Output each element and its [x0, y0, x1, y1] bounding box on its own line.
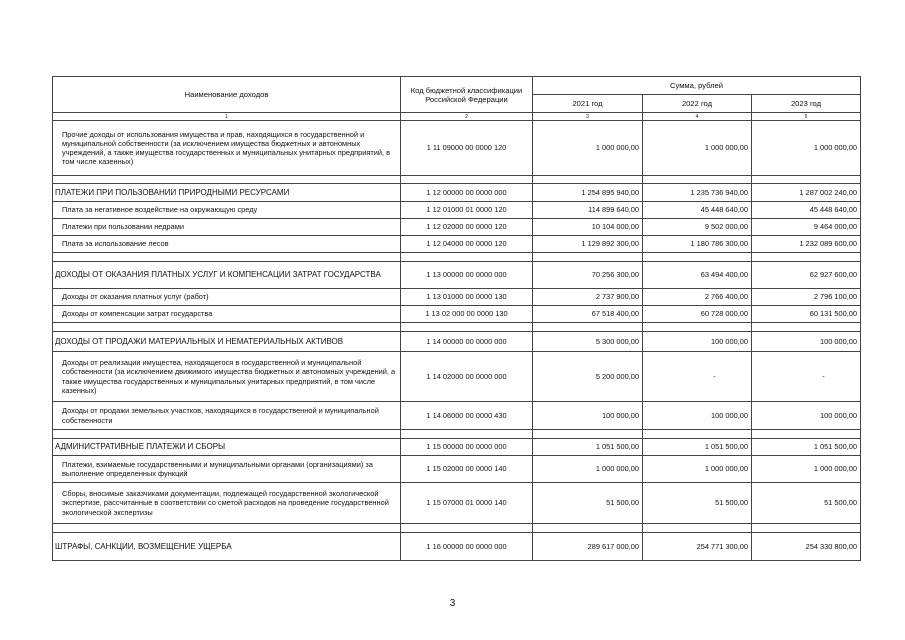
header-income-name: Наименование доходов	[53, 77, 401, 113]
amount-2021-cell: 67 518 400,00	[533, 306, 643, 323]
spacer-cell	[643, 323, 752, 332]
spacer-cell	[401, 323, 533, 332]
spacer-cell	[53, 524, 401, 533]
amount-2021-cell: 51 500,00	[533, 483, 643, 524]
income-name-cell: ПЛАТЕЖИ ПРИ ПОЛЬЗОВАНИИ ПРИРОДНЫМИ РЕСУРСАМИ	[53, 184, 401, 202]
amount-2021-cell: 10 104 000,00	[533, 219, 643, 236]
amount-2021-cell: 100 000,00	[533, 402, 643, 430]
spacer-cell	[401, 524, 533, 533]
budget-code-cell: 1 14 00000 00 0000 000	[401, 332, 533, 352]
header-budget-code: Код бюджетной классификации Российской Федерации	[401, 77, 533, 113]
amount-2022-cell: 100 000,00	[643, 402, 752, 430]
spacer-cell	[643, 430, 752, 439]
budget-code-cell: 1 13 00000 00 0000 000	[401, 262, 533, 289]
amount-2021-cell: 70 256 300,00	[533, 262, 643, 289]
budget-code-cell: 1 15 07000 01 0000 140	[401, 483, 533, 524]
amount-2022-cell: 1 051 500,00	[643, 439, 752, 456]
spacer-cell	[53, 430, 401, 439]
table-spacer-row	[53, 524, 861, 533]
table-row	[53, 456, 861, 483]
table-row	[53, 184, 861, 202]
budget-code-cell: 1 14 06000 00 0000 430	[401, 402, 533, 430]
amount-2023-cell: 1 287 002 240,00	[752, 184, 861, 202]
amount-2021-cell: 5 200 000,00	[533, 352, 643, 402]
amount-2021-cell: 289 617 000,00	[533, 533, 643, 561]
budget-code-cell: 1 12 00000 00 0000 000	[401, 184, 533, 202]
table-row	[53, 402, 861, 430]
column-number: 3	[533, 113, 643, 121]
spacer-cell	[752, 176, 861, 184]
spacer-cell	[401, 176, 533, 184]
page-number: 3	[449, 598, 456, 609]
amount-2021-cell: 1 000 000,00	[533, 456, 643, 483]
table-row	[53, 439, 861, 456]
amount-2021-cell: 114 899 640,00	[533, 202, 643, 219]
table-row	[53, 306, 861, 323]
header-year-2022: 2022 год	[643, 95, 752, 113]
budget-code-cell: 1 12 04000 00 0000 120	[401, 236, 533, 253]
spacer-cell	[401, 430, 533, 439]
spacer-cell	[752, 253, 861, 262]
amount-2023-cell: 1 232 089 600,00	[752, 236, 861, 253]
amount-2021-cell: 1 254 895 940,00	[533, 184, 643, 202]
amount-2023-cell: 1 051 500,00	[752, 439, 861, 456]
amount-2023-cell: 100 000,00	[752, 402, 861, 430]
income-name-cell: Сборы, вносимые заказчиками документации, подлежащей государственной экологической экспертизе, рассчитанные в соответствии со сметой расходов на проведение государственной экологической экспертизы	[53, 483, 401, 524]
table-spacer-row	[53, 323, 861, 332]
amount-2022-cell: 100 000,00	[643, 332, 752, 352]
budget-code-cell: 1 15 02000 00 0000 140	[401, 456, 533, 483]
spacer-cell	[53, 253, 401, 262]
income-name-cell: Доходы от оказания платных услуг (работ)	[53, 289, 401, 306]
amount-2021-cell: 2 737 900,00	[533, 289, 643, 306]
spacer-cell	[533, 524, 643, 533]
spacer-cell	[752, 323, 861, 332]
header-year-2021: 2021 год	[533, 95, 643, 113]
amount-2022-cell: 1 235 736 940,00	[643, 184, 752, 202]
amount-2023-cell: 9 464 000,00	[752, 219, 861, 236]
spacer-cell	[53, 323, 401, 332]
spacer-cell	[643, 176, 752, 184]
table-row	[53, 219, 861, 236]
spacer-cell	[752, 430, 861, 439]
header-year-2023: 2023 год	[752, 95, 861, 113]
amount-2023-cell: 100 000,00	[752, 332, 861, 352]
amount-2021-cell: 5 300 000,00	[533, 332, 643, 352]
budget-code-cell: 1 13 02 000 00 0000 130	[401, 306, 533, 323]
header-sum: Сумма, рублей	[533, 77, 861, 95]
column-number: 1	[53, 113, 401, 121]
budget-code-cell: 1 11 09000 00 0000 120	[401, 121, 533, 176]
amount-2022-cell: 51 500,00	[643, 483, 752, 524]
amount-2022-cell: 254 771 300,00	[643, 533, 752, 561]
table-body	[53, 121, 861, 561]
income-name-cell: Платежи при пользовании недрами	[53, 219, 401, 236]
amount-2023-cell: 51 500,00	[752, 483, 861, 524]
spacer-cell	[533, 176, 643, 184]
spacer-cell	[533, 253, 643, 262]
table-spacer-row	[53, 253, 861, 262]
income-name-cell: ДОХОДЫ ОТ ПРОДАЖИ МАТЕРИАЛЬНЫХ И НЕМАТЕРИАЛЬНЫХ АКТИВОВ	[53, 332, 401, 352]
column-number: 4	[643, 113, 752, 121]
table-row	[53, 121, 861, 176]
spacer-cell	[643, 524, 752, 533]
table-row	[53, 262, 861, 289]
budget-code-cell: 1 13 01000 00 0000 130	[401, 289, 533, 306]
column-number: 2	[401, 113, 533, 121]
amount-2022-cell: 1 000 000,00	[643, 456, 752, 483]
spacer-cell	[752, 524, 861, 533]
budget-code-cell: 1 16 00000 00 0000 000	[401, 533, 533, 561]
amount-2021-cell: 1 051 500,00	[533, 439, 643, 456]
amount-2023-cell: -	[752, 352, 861, 402]
amount-2023-cell: 45 448 640,00	[752, 202, 861, 219]
amount-2022-cell: -	[643, 352, 752, 402]
budget-code-cell: 1 15 00000 00 0000 000	[401, 439, 533, 456]
amount-2023-cell: 62 927 600,00	[752, 262, 861, 289]
income-name-cell: АДМИНИСТРАТИВНЫЕ ПЛАТЕЖИ И СБОРЫ	[53, 439, 401, 456]
table-row	[53, 483, 861, 524]
amount-2023-cell: 254 330 800,00	[752, 533, 861, 561]
income-name-cell: ДОХОДЫ ОТ ОКАЗАНИЯ ПЛАТНЫХ УСЛУГ И КОМПЕНСАЦИИ ЗАТРАТ ГОСУДАРСТВА	[53, 262, 401, 289]
amount-2023-cell: 1 000 000,00	[752, 456, 861, 483]
amount-2021-cell: 1 129 892 300,00	[533, 236, 643, 253]
income-name-cell: Прочие доходы от использования имущества и прав, находящихся в государственной и муниципальной собственности (за исключением имущества бюджетных и автономных учреждений, а также имущества государственных и муниципальных унитарных предприятий, в том числе казенных)	[53, 121, 401, 176]
income-name-cell: ШТРАФЫ, САНКЦИИ, ВОЗМЕЩЕНИЕ УЩЕРБА	[53, 533, 401, 561]
spacer-cell	[643, 253, 752, 262]
amount-2022-cell: 9 502 000,00	[643, 219, 752, 236]
income-name-cell: Доходы от реализации имущества, находящегося в государственной и муниципальной собственности (за исключением движимого имущества бюджетных и автономных учреждений, а также имущества государственных и муниципальных унитарных предприятий, в том числе казенных)	[53, 352, 401, 402]
table-spacer-row	[53, 176, 861, 184]
income-name-cell: Доходы от компенсации затрат государства	[53, 306, 401, 323]
amount-2022-cell: 1 000 000,00	[643, 121, 752, 176]
table-row	[53, 289, 861, 306]
budget-code-cell: 1 12 02000 00 0000 120	[401, 219, 533, 236]
table-row	[53, 352, 861, 402]
table-row	[53, 533, 861, 561]
amount-2022-cell: 60 728 000,00	[643, 306, 752, 323]
budget-code-cell: 1 12 01000 01 0000 120	[401, 202, 533, 219]
spacer-cell	[533, 430, 643, 439]
table-row	[53, 332, 861, 352]
income-name-cell: Платежи, взимаемые государственными и муниципальными органами (организациями) за выполнение определенных функций	[53, 456, 401, 483]
spacer-cell	[53, 176, 401, 184]
spacer-cell	[401, 253, 533, 262]
spacer-cell	[533, 323, 643, 332]
income-name-cell: Плата за негативное воздействие на окружающую среду	[53, 202, 401, 219]
amount-2023-cell: 1 000 000,00	[752, 121, 861, 176]
amount-2022-cell: 1 180 786 300,00	[643, 236, 752, 253]
amount-2022-cell: 63 494 400,00	[643, 262, 752, 289]
column-number: 5	[752, 113, 861, 121]
budget-income-table	[52, 76, 861, 561]
table-row	[53, 236, 861, 253]
amount-2022-cell: 45 448 640,00	[643, 202, 752, 219]
income-name-cell: Доходы от продажи земельных участков, находящихся в государственной и муниципальной собственности	[53, 402, 401, 430]
budget-code-cell: 1 14 02000 00 0000 000	[401, 352, 533, 402]
amount-2023-cell: 60 131 500,00	[752, 306, 861, 323]
table-row	[53, 202, 861, 219]
income-name-cell: Плата за использование лесов	[53, 236, 401, 253]
amount-2021-cell: 1 000 000,00	[533, 121, 643, 176]
table-spacer-row	[53, 430, 861, 439]
amount-2023-cell: 2 796 100,00	[752, 289, 861, 306]
amount-2022-cell: 2 766 400,00	[643, 289, 752, 306]
